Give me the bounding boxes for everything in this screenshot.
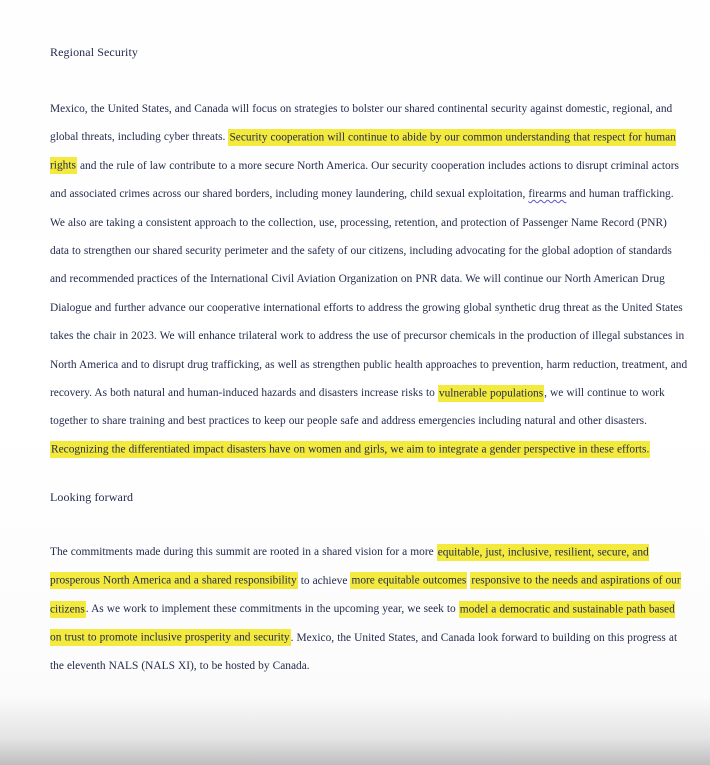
highlighted-text: Recognizing the differentiated impact disasters have on women and girls, we aim to integrate a gender perspective in these efforts.: [50, 441, 650, 458]
highlighted-text: vulnerable populations: [438, 385, 544, 402]
text-run: to achieve: [297, 574, 351, 587]
paragraph-regional-security: [50, 95, 688, 464]
text-run: and human trafficking. We also are taking a consistent approach to the collection, use, processing, retention, and protection of Passenger Name Record (PNR) data to strengthen our shared security perimeter and the safety of our citizens, including advocating for the global adoption of standards and recommended practices of the International Civil Aviation Organization on PNR data. We will continue our North American Drug Dialogue and further advance our cooperative international efforts to address the growing global synthetic drug threat as the United States takes the chair in 2023. We will enhance trilateral work to address the use of precursor chemicals in the production of illegal substances in North America and to disrupt drug trafficking, as well as strengthen public health approaches to prevention, harm reduction, treatment, and recovery. As both natural and human-induced hazards and disasters increase risks to: [50, 188, 688, 400]
highlighted-text: more equitable outcomes: [350, 572, 467, 589]
highlighted-text: Security cooperation will continue to abide by our common understanding that respect for human rights: [50, 129, 676, 174]
highlighted-text: equitable, just, inclusive, resilient, secure, and prosperous North America and a shared responsibility: [50, 544, 649, 589]
text-run: The commitments made during this summit are rooted in a shared vision for a more: [50, 546, 437, 559]
section-heading-looking-forward: Looking forward: [50, 490, 134, 505]
text-run: . Mexico, the United States, and Canada look forward to building on this progress at the eleventh NALS (NALS XI), to be hosted by Canada.: [50, 631, 678, 672]
text-run: and the rule of law contribute to a more secure North America. Our security cooperation includes actions to disrupt criminal actors and associated crimes across our shared borders, including money laundering, child sexual exploitation,: [50, 159, 679, 201]
section-heading-regional-security: Regional Security: [50, 45, 139, 59]
highlighted-text: responsive to the needs and aspirations of our citizens: [50, 572, 681, 617]
paragraph-looking-forward: [50, 538, 688, 680]
text-run: Mexico, the United States, and Canada will focus on strategies to bolster our shared continental security against domestic, regional, and global threats, including cyber threats.: [50, 103, 673, 144]
highlighted-text: model a democratic and sustainable path based on trust to promote inclusive prosperity and security: [50, 601, 675, 646]
spellcheck-flagged-word: firearms: [528, 188, 567, 201]
text-run: . As we work to implement these commitments in the upcoming year, we seek to: [85, 603, 459, 616]
text-run: , we will continue to work together to share training and best practices to keep our people safe and address emergencies including natural and other disasters.: [50, 387, 665, 428]
